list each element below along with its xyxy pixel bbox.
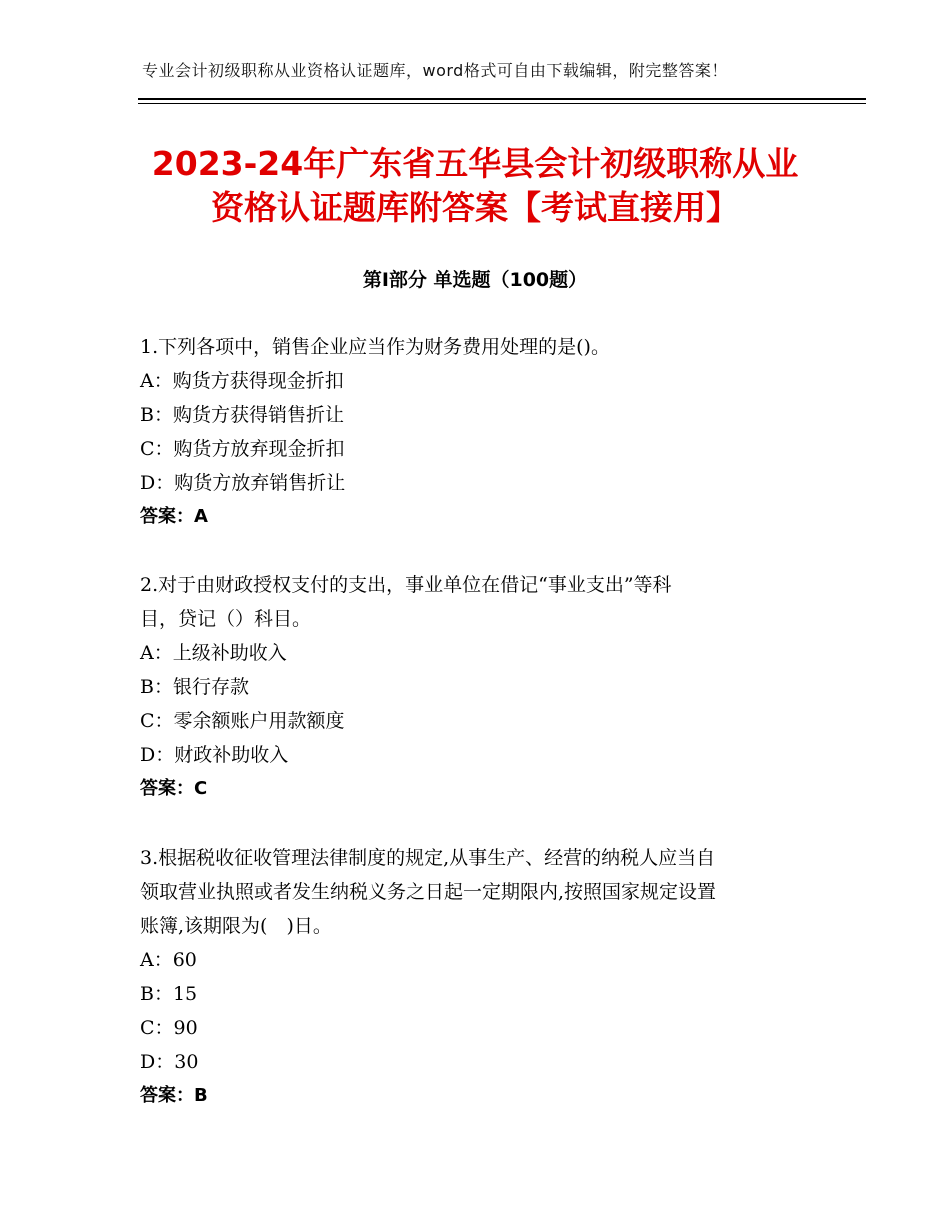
question-3-option-c: C：90 <box>140 1017 198 1039</box>
question-1 <box>140 330 820 534</box>
page-header-text: 专业会计初级职称从业资格认证题库，word格式可自由下载编辑，附完整答案！ <box>142 61 728 80</box>
question-3-text-line-1: 3.根据税收征收管理法律制度的规定,从事生产、经营的纳税人应当自 <box>140 847 716 869</box>
question-3-answer: 答案：B <box>140 1085 208 1106</box>
header-rule-thin <box>138 103 866 104</box>
question-2-option-d: D：财政补助收入 <box>140 744 289 766</box>
question-3-option-b: B：15 <box>140 983 198 1005</box>
question-2-answer: 答案：C <box>140 778 208 799</box>
question-1-option-b: B：购货方获得销售折让 <box>140 404 344 426</box>
header-rule-thick <box>138 98 866 100</box>
question-1-option-a: A：购货方获得现金折扣 <box>140 370 344 392</box>
question-3-text-line-3: 账簿,该期限为( )日。 <box>140 915 332 937</box>
title-line-2: 资格认证题库附答案【考试直接用】 <box>211 188 739 227</box>
section-heading: 第Ⅰ部分 单选题（100题） <box>362 269 588 291</box>
question-2-text-line-1: 2.对于由财政授权支付的支出，事业单位在借记“事业支出”等科 <box>140 574 672 596</box>
question-2-text-line-2: 目，贷记（）科目。 <box>140 608 312 630</box>
question-3 <box>140 841 820 1113</box>
question-3-text-line-2: 领取营业执照或者发生纳税义务之日起一定期限内,按照国家规定设置 <box>140 881 717 903</box>
question-3-option-d: D：30 <box>140 1051 199 1073</box>
question-2 <box>140 568 820 806</box>
question-2-option-a: A：上级补助收入 <box>140 642 287 664</box>
question-1-option-d: D：购货方放弃销售折让 <box>140 472 346 494</box>
title-line-1: 2023-24年广东省五华县会计初级职称从业 <box>151 144 799 183</box>
question-1-option-c: C：购货方放弃现金折扣 <box>140 438 345 460</box>
question-2-option-b: B：银行存款 <box>140 676 249 698</box>
question-3-option-a: A：60 <box>140 949 197 971</box>
question-2-option-c: C：零余额账户用款额度 <box>140 710 345 732</box>
question-1-answer: 答案：A <box>140 506 208 527</box>
question-1-text: 1.下列各项中，销售企业应当作为财务费用处理的是()。 <box>140 336 610 358</box>
document-title <box>120 142 830 230</box>
